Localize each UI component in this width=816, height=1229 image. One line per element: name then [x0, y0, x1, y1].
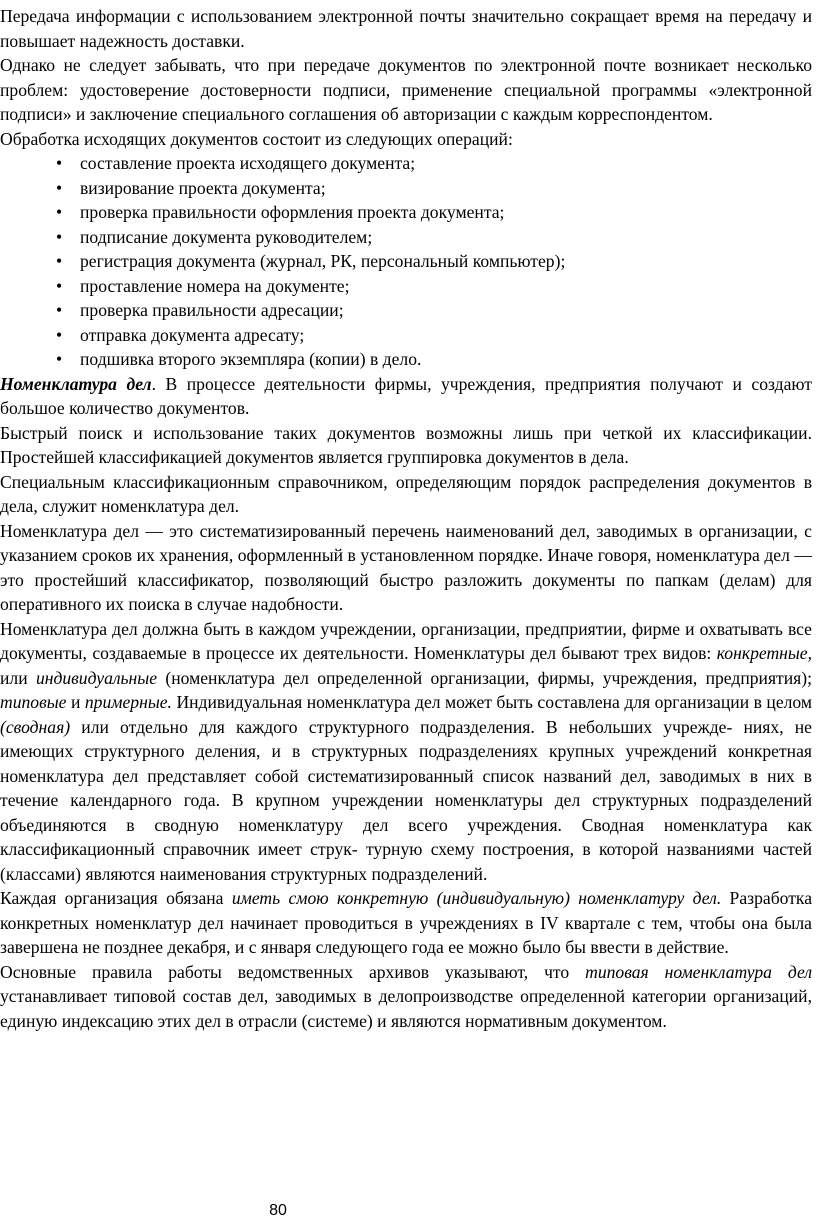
list-item-text: проставление номера на документе;: [80, 275, 350, 296]
bullet-icon: •: [56, 324, 63, 345]
paragraph-definition: Номенклатура дел — это систематизированный перечень наименований дел, заводимых в организации, с указанием сроков их хранения, оформленный в установленном порядке. Иначе говоря, номенклатура дел — это простейший классификатор, позволяющий быстро разложить документы по папкам (делам) для оперативного их поиска в случае надобности.: [0, 520, 812, 614]
paragraph-nomenclature-intro: Номенклатура дел. В процессе деятельности фирмы, учреждения, предприятия получают и создают большое количество документов.: [0, 373, 812, 418]
bullet-icon: •: [56, 349, 63, 369]
paragraph-reference: Специальным классификационным справочником, определяющим порядок распределения документов в дела, служит номенклатура дел.: [0, 471, 812, 516]
paragraph-classification: Быстрый поиск и использование таких документов возможны лишь при четкой их классификации. Простейшей классификацией документов является группировка документов в дела.: [0, 422, 812, 467]
paragraph-nomenclature-types: Номенклатура дел должна быть в каждом учреждении, организации, предприятии, фирме и охватывать все документы, создаваемые в процессе их деятельности. Номенклатуры дел бывают трех видов: конкретные, или индивидуальные (номенклатура дел определенной организации, фирмы, учреждения, предприятия); типовые и примерные. Индивидуальная номенклатура дел может быть составлена для организации в целом (сводная) или отдельно для каждого структурного подразделения. В небольших учрежде- ниях, не имеющих структурного деления, и в структурных подразделениях крупных учреждений конкретная номенклатура дел представляет собой систематизированный список названий дел, заводимых в них в течение календарного года. В крупном учреждении номенклатуры дел структурных подразделений объединяются в сводную номенклатуру дел всего учреждения. Сводная номенклатура как классификационный справочник имеет струк- турную схему построения, в которой названиями частей (классами) являются наименования структурных подразделений.: [0, 618, 812, 884]
list-item: [0, 347, 812, 372]
list-item-text: визирование проекта документа;: [80, 177, 326, 198]
operations-list: [0, 151, 812, 372]
paragraph-email: Передача информации с использованием электронной почты значительно сокращает время на передачу и повышает надежность доставки.: [0, 6, 812, 51]
list-item-text: составление проекта исходящего документа;: [80, 153, 416, 173]
paragraph-obligation: Каждая организация обязана иметь смою конкретную (индивидуальную) номенклатуру дел. Разработка конкретных номенклатур дел начинает проводиться в учреждениях в IV квартале с тем, чтобы она была завершена не позднее декабря, и с января следующего года ее можно было бы ввести в действие.: [0, 888, 812, 957]
document-page: [0, 4, 812, 1033]
paragraph-outgoing-intro: Обработка исходящих документов состоит из следующих операций:: [0, 128, 513, 149]
list-item: [0, 298, 812, 323]
bullet-icon: •: [56, 202, 63, 222]
bullet-icon: •: [56, 275, 63, 296]
list-item: [0, 323, 812, 348]
bullet-icon: •: [56, 177, 63, 198]
list-item-text: отправка документа адресату;: [80, 324, 305, 345]
list-item-text: проверка правильности оформления проекта документа;: [80, 202, 505, 222]
list-item: [0, 176, 812, 201]
list-item: [0, 225, 812, 250]
bullet-icon: •: [56, 153, 63, 173]
paragraph-archive-rules: Основные правила работы ведомственных архивов указывают, что типовая номенклатура дел устанавливает типовой состав дел, заводимых в делопроизводстве определенной категории организаций, единую индексацию этих дел в отрасли (системе) и являются нормативным документом.: [0, 961, 812, 1031]
list-item-text: подписание документа руководителем;: [80, 226, 373, 247]
list-item-text: проверка правильности адресации;: [80, 300, 344, 320]
list-item: [0, 200, 812, 225]
list-item: [0, 274, 812, 299]
list-item: [0, 249, 812, 274]
bullet-icon: •: [56, 251, 63, 271]
bullet-icon: •: [56, 300, 63, 320]
page-number: 80: [269, 1202, 287, 1219]
list-item-text: подшивка второго экземпляра (копии) в дело.: [80, 349, 422, 369]
paragraph-email-problems: Однако не следует забывать, что при передаче документов по электронной почте возникает несколько проблем: удостоверение достоверности подписи, применение специальной программы «электронной подписи» и заключение специального соглашения об авторизации с каждым корреспондентом.: [0, 55, 812, 124]
bullet-icon: •: [56, 226, 63, 247]
list-item-text: регистрация документа (журнал, РК, персональный компьютер);: [80, 251, 566, 271]
list-item: [0, 151, 812, 176]
nomenclature-heading: Номенклатура дел: [0, 373, 152, 394]
